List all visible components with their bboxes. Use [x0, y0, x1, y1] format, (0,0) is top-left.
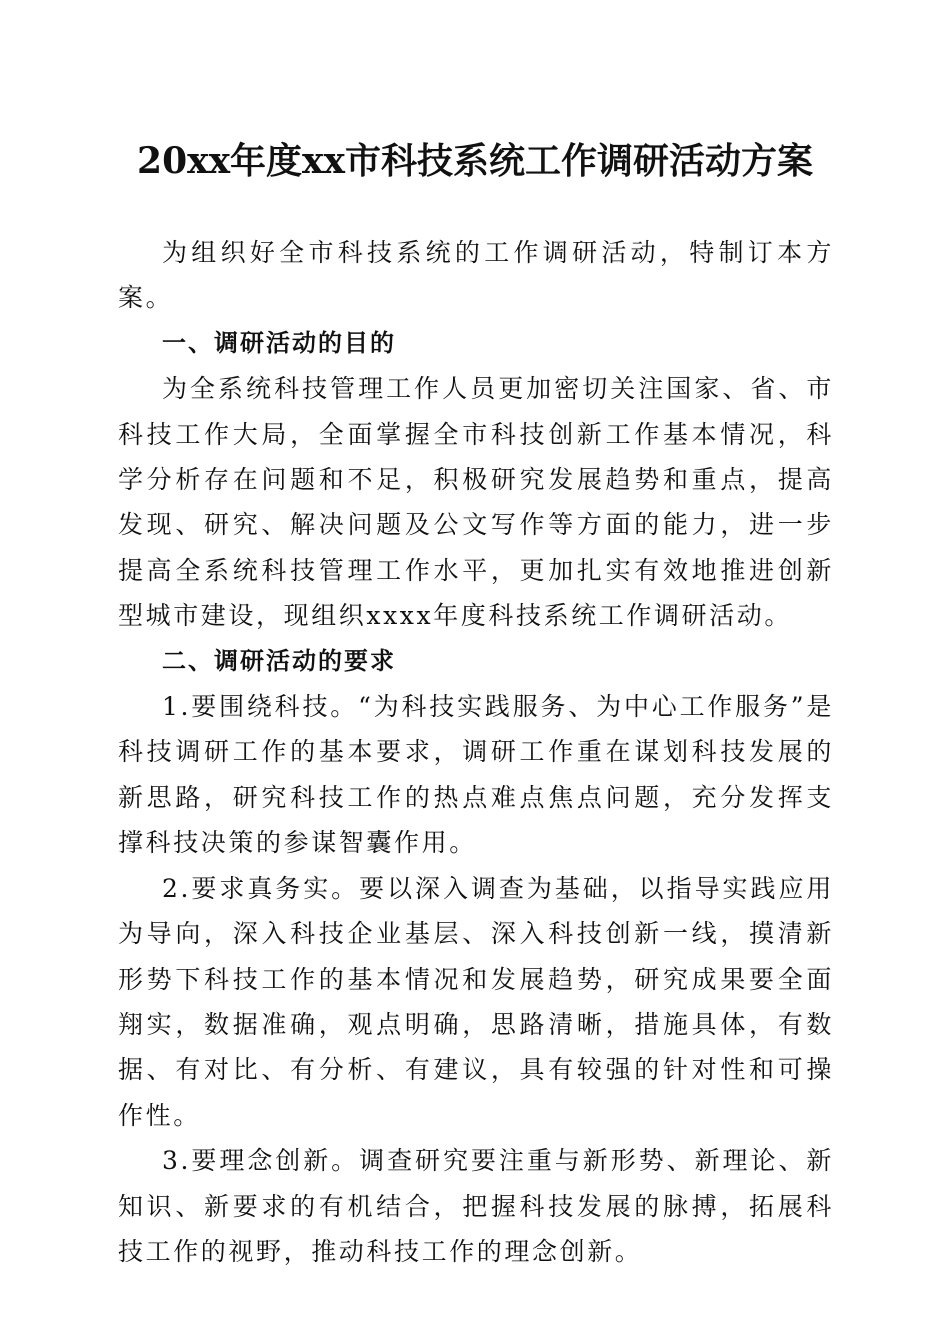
intro-paragraph: 为组织好全市科技系统的工作调研活动，特制订本方案。: [118, 238, 834, 313]
requirement-item-3: 3.要理念创新。调查研究要注重与新形势、新理论、新知识、新要求的有机结合，把握科技发展的脉搏，拓展科技工作的视野，推动科技工作的理念创新。: [118, 1146, 834, 1266]
document-title: 20xx年度xx市科技系统工作调研活动方案: [137, 140, 813, 182]
requirement-item-1: 1.要围绕科技。“为科技实践服务、为中心工作服务”是科技调研工作的基本要求，调研工作重在谋划科技发展的新思路，研究科技工作的热点难点焦点问题，充分发挥支撑科技决策的参谋智囊作用。: [118, 692, 834, 858]
requirement-item-2: 2.要求真务实。要以深入调查为基础，以指导实践应用为导向，深入科技企业基层、深入科技创新一线，摸清新形势下科技工作的基本情况和发展趋势，研究成果要全面翔实，数据准确，观点明确，思路清晰，措施具体，有数据、有对比、有分析、有建议，具有较强的针对性和可操作性。: [118, 873, 834, 1130]
document-body: [118, 230, 834, 1274]
section-heading-requirements: 二、调研活动的要求: [162, 646, 396, 675]
section-heading-purpose: 一、调研活动的目的: [162, 328, 396, 357]
purpose-paragraph: 为全系统科技管理工作人员更加密切关注国家、省、市科技工作大局，全面掌握全市科技创新工作基本情况，科学分析存在问题和不足，积极研究发展趋势和重点，提高发现、研究、解决问题及公文写作等方面的能力，进一步提高全系统科技管理工作水平，更加扎实有效地推进创新型城市建设，现组织xxxx年度科技系统工作调研活动。: [118, 374, 834, 631]
